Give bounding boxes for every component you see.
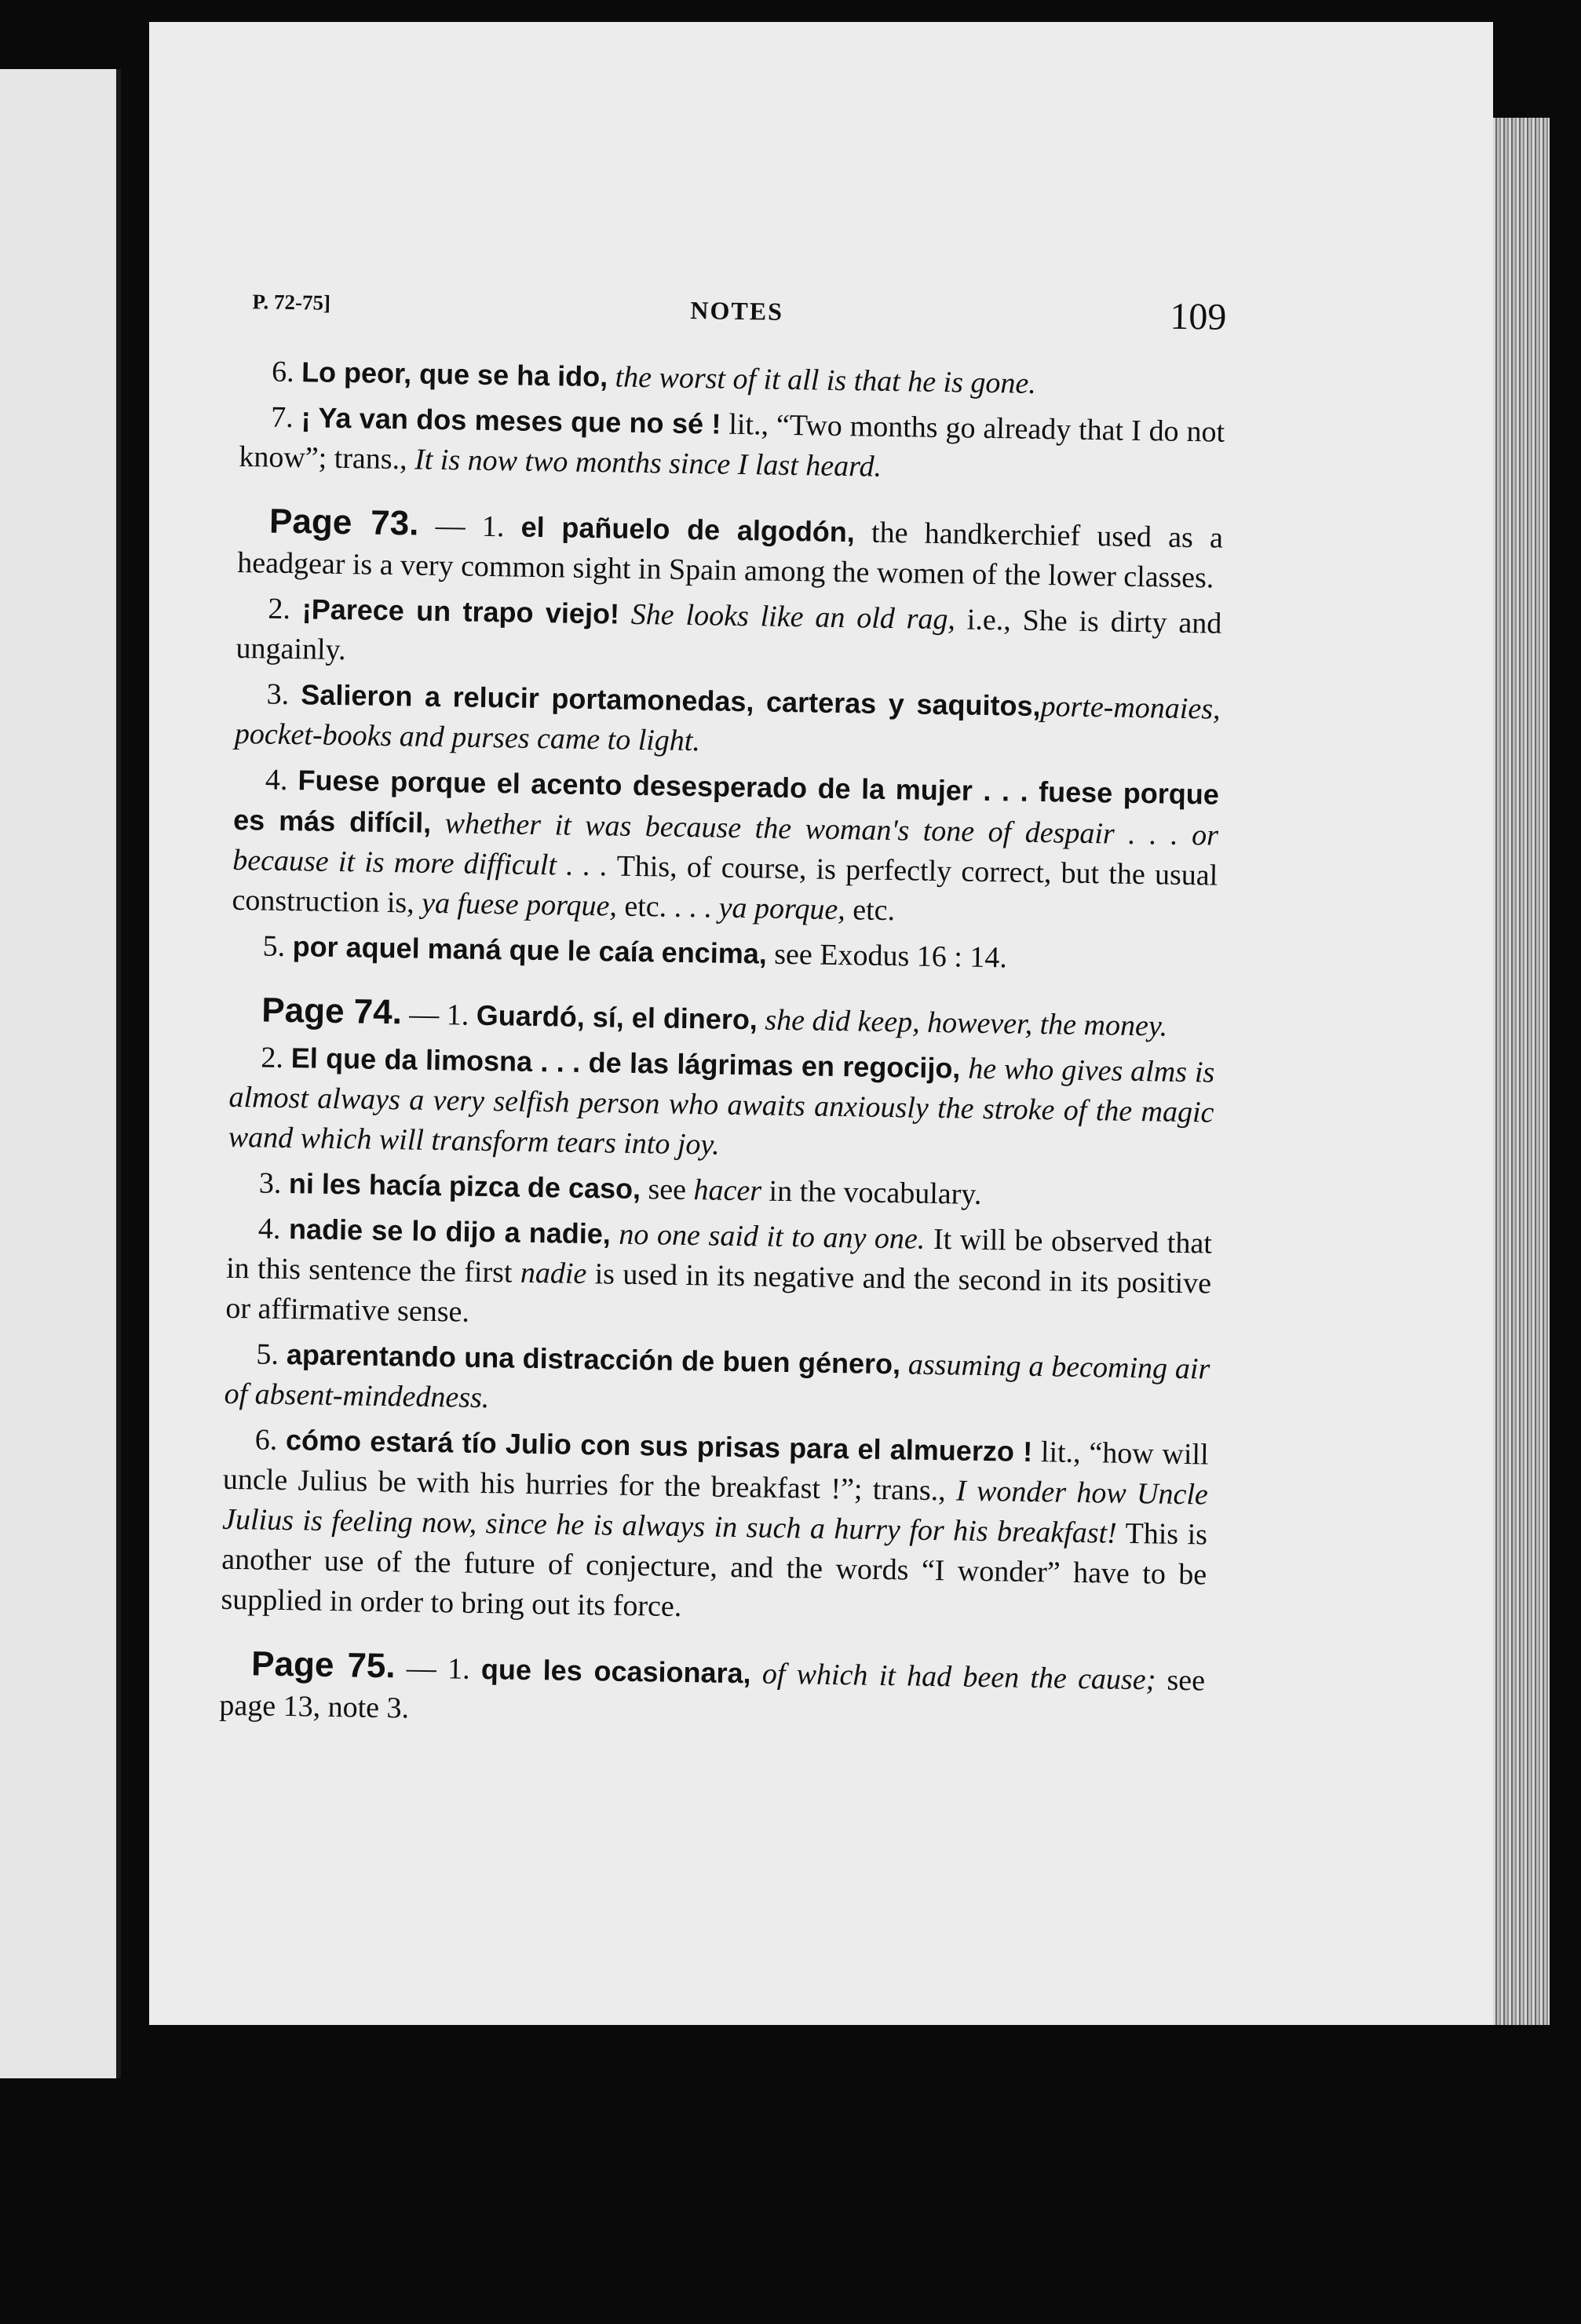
english-translation: no one said it to any one. <box>610 1217 926 1256</box>
note-text: i.e., She is dirty and ungainly. <box>236 603 1222 667</box>
note-number: 2. <box>261 1041 284 1074</box>
previous-page-edge <box>0 69 121 2078</box>
english-translation: It is now two months since I last heard. <box>414 443 882 483</box>
note-number: 3. <box>266 677 290 712</box>
page-stack-edges <box>1493 118 1550 2025</box>
note-item <box>237 501 1223 599</box>
note-number: 5. <box>256 1337 279 1371</box>
english-translation: hacer <box>693 1173 762 1208</box>
spanish-phrase: cómo estará tío Julio con sus prisas para el almuerzo ! <box>285 1424 1033 1468</box>
spanish-phrase: ¡Parece un trapo viejo! <box>301 593 620 630</box>
english-translation: assuming a becoming air of absent-mindedness. <box>224 1348 1210 1415</box>
spanish-phrase: por aquel maná que le caía encima, <box>292 930 768 970</box>
spanish-phrase: ¡ Ya van dos meses que no sé ! <box>301 401 721 440</box>
spanish-phrase: el pañuelo de algodón, <box>520 510 856 549</box>
note-number: 1. <box>446 998 469 1032</box>
note-number: 2. <box>268 592 291 626</box>
page-reference-label: Page 75. <box>250 1644 396 1686</box>
note-number: 4. <box>265 763 288 797</box>
english-translation: he who gives alms is almost always a very selfish person who awaits anxiously the stroke of the magic wand which will transform tears into joy. <box>228 1052 1215 1162</box>
note-text: It will be observed that in this sentence the first <box>225 1222 1213 1290</box>
note-text: see Exodus 16 : 14. <box>766 937 1008 975</box>
spanish-phrase: Lo peor, que se ha ido, <box>301 356 608 393</box>
spanish-phrase: Salieron a relucir portamonedas, carteras y saquitos, <box>301 678 1041 723</box>
page-reference-label: Page 73. <box>268 502 419 543</box>
english-translation: ya fuese porque, <box>421 886 618 923</box>
note-text: lit., “Two months go already that I do not know”; trans., <box>239 407 1225 476</box>
spanish-phrase: ni les hacía pizca de caso, <box>288 1167 641 1206</box>
note-text: This, of course, is perfectly correct, but the usual construction is, <box>232 849 1218 920</box>
note-text: lit., “how will uncle Julius be with his hurries for the breakfast !”; trans., <box>222 1436 1209 1508</box>
note-text: in the vocabulary. <box>761 1174 982 1211</box>
english-translation: I wonder how Uncle Julius is feeling now, since he is always in such a hurry for his breakfast! <box>221 1474 1209 1550</box>
note-item <box>221 1419 1209 1636</box>
note-text: see page 13, note 3. <box>219 1663 1206 1725</box>
note-item <box>232 759 1219 936</box>
spanish-phrase: Fuese porque el acento desesperado de la mujer . . . fuese porque es más difícil, <box>232 764 1220 839</box>
note-item <box>224 1333 1210 1430</box>
note-text: This is another use of the future of conjecture, and the words “I wonder” have to be supplied in order to bring out its force. <box>221 1516 1208 1624</box>
english-translation: porte-monaies, pocket-books and purses came to light. <box>234 690 1221 758</box>
note-number: 6. <box>271 355 294 389</box>
english-translation: She looks like an old rag, <box>619 597 956 637</box>
page-content <box>219 279 1227 1746</box>
note-item <box>219 1644 1205 1742</box>
page-range: P. 72-75] <box>252 290 331 315</box>
note-text: is used in its negative and the second in its positive or affirmative sense. <box>225 1257 1212 1329</box>
english-translation: she did keep, however, the money. <box>757 1003 1168 1043</box>
note-item <box>225 1208 1212 1344</box>
note-text: etc. . . . <box>616 889 720 925</box>
english-translation: ya porque, <box>718 891 846 927</box>
note-number: 5. <box>262 929 286 963</box>
note-item <box>234 673 1220 770</box>
spanish-phrase: Guardó, sí, el dinero, <box>476 998 758 1036</box>
spanish-phrase: que les ocasionara, <box>480 1653 751 1690</box>
note-text: see <box>640 1173 694 1207</box>
english-translation: the worst of it all is that he is gone. <box>607 360 1037 400</box>
spanish-phrase: nadie se lo dijo a nadie, <box>288 1213 612 1250</box>
page-reference-label: Page 74. <box>261 991 403 1032</box>
note-text: etc. <box>845 893 896 928</box>
section-title: NOTES <box>690 295 784 326</box>
spanish-phrase: aparentando una distracción de buen género, <box>286 1338 901 1381</box>
english-translation: of which it had been the cause; <box>750 1657 1156 1697</box>
note-item <box>236 588 1221 684</box>
notes-list <box>219 351 1225 1741</box>
page-number: 109 <box>1169 295 1227 338</box>
note-number: 1. <box>481 509 505 544</box>
note-number: 3. <box>258 1166 282 1200</box>
note-item <box>239 396 1225 493</box>
note-text: the handkerchief used as a headgear is a very common sight in Spain among the women of the lower classes. <box>236 516 1224 595</box>
dash-separator: — <box>401 998 447 1032</box>
note-number: 4. <box>257 1212 281 1246</box>
dash-separator: — <box>395 1651 448 1686</box>
note-number: 6. <box>254 1423 278 1457</box>
english-translation: whether it was because the woman's tone of despair . . . or because it is more difficult . . . <box>232 806 1219 883</box>
note-number: 1. <box>447 1652 470 1686</box>
note-item <box>228 1037 1214 1173</box>
dash-separator: — <box>418 509 483 543</box>
note-number: 7. <box>270 400 294 435</box>
spanish-phrase: El que da limosna . . . de las lágrimas en regocijo, <box>290 1042 961 1085</box>
english-translation: nadie <box>520 1256 587 1291</box>
